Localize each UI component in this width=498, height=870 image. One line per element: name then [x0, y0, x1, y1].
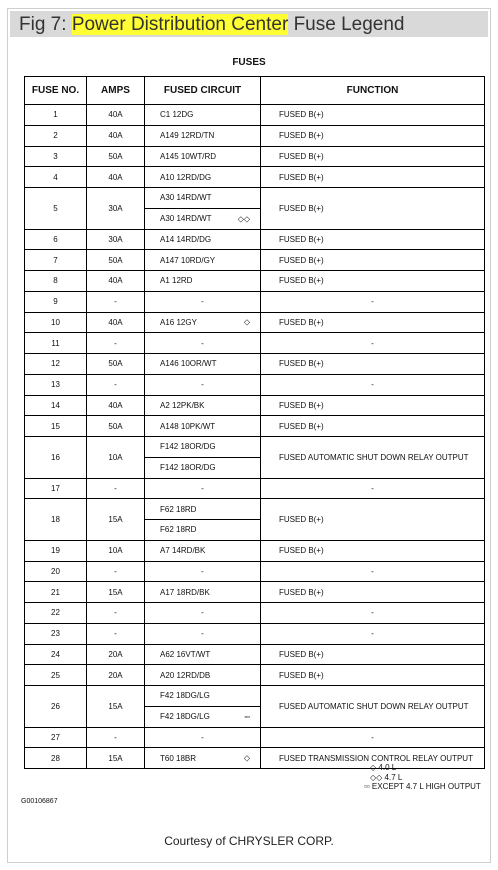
table-row: [25, 582, 485, 603]
fuse-number-cell: 10: [25, 312, 87, 333]
table-row: [25, 499, 485, 520]
fuse-number-cell: 2: [25, 125, 87, 146]
double-diamond-icon: ◇◇: [237, 214, 250, 224]
fused-circuit-cell: [145, 188, 261, 209]
table-row: [25, 540, 485, 561]
fused-circuit-cell: [145, 291, 261, 312]
fuse-number-cell: 4: [25, 167, 87, 188]
fuse-number-cell: 13: [25, 374, 87, 395]
function-cell: FUSED B(+): [261, 416, 485, 437]
function-cell: FUSED B(+): [261, 105, 485, 126]
function-cell: -: [261, 561, 485, 582]
table-row: [25, 561, 485, 582]
table-row: [25, 623, 485, 644]
circuit-text: C1 12DG: [160, 110, 194, 120]
circuit-text: -: [201, 608, 204, 618]
fuse-rows: [25, 105, 485, 769]
fuse-number-cell: 20: [25, 561, 87, 582]
amps-cell: 30A: [87, 188, 145, 230]
function-cell: -: [261, 478, 485, 499]
circuit-text: -: [201, 566, 204, 576]
fuse-number-cell: 11: [25, 333, 87, 354]
circuit-text: -: [201, 338, 204, 348]
amps-cell: 15A: [87, 748, 145, 769]
fused-circuit-cell: [145, 665, 261, 686]
fuses-heading: FUSES: [232, 57, 266, 68]
amps-cell: -: [87, 291, 145, 312]
fused-circuit-cell: [145, 603, 261, 624]
circuit-text: -: [201, 380, 204, 390]
fused-circuit-cell: [145, 540, 261, 561]
header-row: [25, 77, 485, 105]
table-row: [25, 665, 485, 686]
circuit-text: A20 12RD/DB: [160, 670, 211, 680]
circuit-text: A148 10PK/WT: [160, 421, 216, 431]
table-row: [25, 105, 485, 126]
fused-circuit-cell: [145, 457, 261, 478]
fused-circuit-cell: [145, 686, 261, 707]
table-row: [25, 354, 485, 375]
fuse-number-cell: 25: [25, 665, 87, 686]
fused-circuit-cell: [145, 706, 261, 727]
amps-cell: 40A: [87, 312, 145, 333]
circuit-text: F142 18OR/DG: [160, 442, 216, 452]
fused-circuit-cell: [145, 374, 261, 395]
amps-cell: -: [87, 727, 145, 748]
fuse-number-cell: 3: [25, 146, 87, 167]
fuse-number-cell: 18: [25, 499, 87, 541]
function-cell: FUSED B(+): [261, 271, 485, 292]
table-row: [25, 271, 485, 292]
fused-circuit-cell: [145, 437, 261, 458]
fused-circuit-cell: [145, 478, 261, 499]
fused-circuit-cell: [145, 229, 261, 250]
amps-cell: 50A: [87, 250, 145, 271]
amps-cell: 30A: [87, 229, 145, 250]
fuse-number-cell: 27: [25, 727, 87, 748]
fuse-number-cell: 15: [25, 416, 87, 437]
fuse-table: [24, 76, 485, 769]
table-row: [25, 727, 485, 748]
function-cell: -: [261, 291, 485, 312]
function-cell: FUSED B(+): [261, 188, 485, 230]
circuit-text: A14 14RD/DG: [160, 234, 212, 244]
fused-circuit-cell: [145, 208, 261, 229]
circuit-text: A30 14RD/WT: [160, 214, 212, 224]
amps-cell: 50A: [87, 146, 145, 167]
function-cell: FUSED B(+): [261, 250, 485, 271]
amps-cell: 50A: [87, 354, 145, 375]
diamond-icon: ◇: [243, 753, 250, 763]
function-cell: FUSED AUTOMATIC SHUT DOWN RELAY OUTPUT: [261, 686, 485, 728]
table-row: [25, 291, 485, 312]
header-fuse-no: FUSE NO.: [25, 77, 87, 105]
amps-cell: 10A: [87, 437, 145, 479]
table-row: [25, 395, 485, 416]
key-entry: [364, 763, 481, 773]
amps-cell: 20A: [87, 665, 145, 686]
function-cell: FUSED B(+): [261, 582, 485, 603]
amps-cell: -: [87, 561, 145, 582]
fused-circuit-cell: [145, 250, 261, 271]
circuit-text: F62 18RD: [160, 525, 197, 535]
function-cell: FUSED B(+): [261, 146, 485, 167]
function-cell: FUSED B(+): [261, 644, 485, 665]
table-row: [25, 125, 485, 146]
fuse-number-cell: 24: [25, 644, 87, 665]
fuse-number-cell: 22: [25, 603, 87, 624]
fused-circuit-cell: [145, 644, 261, 665]
fused-circuit-cell: [145, 416, 261, 437]
double-square-icon: ▫▫: [244, 712, 250, 722]
fuse-legend: [24, 76, 484, 769]
function-cell: FUSED B(+): [261, 125, 485, 146]
title-suffix: Fuse Legend: [288, 14, 405, 35]
table-row: [25, 312, 485, 333]
figure-code: G00106867: [21, 798, 58, 805]
title-highlight: Power Distribution Center: [71, 14, 289, 35]
function-cell: -: [261, 603, 485, 624]
circuit-text: -: [201, 732, 204, 742]
circuit-text: -: [201, 297, 204, 307]
fused-circuit-cell: [145, 105, 261, 126]
fused-circuit-cell: [145, 354, 261, 375]
fuse-number-cell: 12: [25, 354, 87, 375]
amps-cell: 40A: [87, 271, 145, 292]
circuit-text: A30 14RD/WT: [160, 193, 212, 203]
table-row: [25, 644, 485, 665]
circuit-text: F62 18RD: [160, 504, 197, 514]
function-cell: -: [261, 623, 485, 644]
header-amps: AMPS: [87, 77, 145, 105]
table-row: [25, 188, 485, 209]
amps-cell: -: [87, 478, 145, 499]
key-text: 4.7 L: [384, 772, 403, 782]
amps-cell: -: [87, 333, 145, 354]
table-row: [25, 478, 485, 499]
fused-circuit-cell: [145, 125, 261, 146]
figure-title: [19, 14, 405, 36]
function-cell: FUSED B(+): [261, 499, 485, 541]
circuit-text: A2 12PK/BK: [160, 400, 205, 410]
fuse-number-cell: 14: [25, 395, 87, 416]
table-row: [25, 374, 485, 395]
double-diamond-icon: ◇◇: [370, 772, 383, 782]
fuse-number-cell: 6: [25, 229, 87, 250]
fuse-number-cell: 7: [25, 250, 87, 271]
amps-cell: 20A: [87, 644, 145, 665]
amps-cell: 15A: [87, 499, 145, 541]
table-row: [25, 250, 485, 271]
table-row: [25, 167, 485, 188]
fuse-number-cell: 19: [25, 540, 87, 561]
table-row: [25, 603, 485, 624]
key-entry: [364, 782, 481, 792]
amps-cell: -: [87, 374, 145, 395]
function-cell: FUSED B(+): [261, 665, 485, 686]
title-prefix: Fig 7:: [19, 14, 72, 35]
amps-cell: 40A: [87, 395, 145, 416]
diamond-icon: ◇: [370, 763, 377, 772]
courtesy-caption: Courtesy of CHRYSLER CORP.: [164, 834, 334, 848]
fused-circuit-cell: [145, 146, 261, 167]
fuse-number-cell: 28: [25, 748, 87, 769]
fuse-number-cell: 16: [25, 437, 87, 479]
fused-circuit-cell: [145, 167, 261, 188]
fuse-number-cell: 8: [25, 271, 87, 292]
amps-cell: 40A: [87, 125, 145, 146]
fused-circuit-cell: [145, 395, 261, 416]
function-cell: FUSED B(+): [261, 312, 485, 333]
function-cell: FUSED AUTOMATIC SHUT DOWN RELAY OUTPUT: [261, 437, 485, 479]
header-fused-circuit: FUSED CIRCUIT: [145, 77, 261, 105]
circuit-text: -: [201, 629, 204, 639]
circuit-text: A147 10RD/GY: [160, 255, 216, 265]
fuse-number-cell: 21: [25, 582, 87, 603]
fused-circuit-cell: [145, 582, 261, 603]
function-cell: FUSED B(+): [261, 354, 485, 375]
fuse-number-cell: 23: [25, 623, 87, 644]
function-cell: FUSED TRANSMISSION CONTROL RELAY OUTPUT: [261, 748, 485, 769]
circuit-text: A145 10WT/RD: [160, 151, 217, 161]
fuse-number-cell: 26: [25, 686, 87, 728]
circuit-text: A1 12RD: [160, 276, 193, 286]
function-cell: -: [261, 727, 485, 748]
circuit-text: T60 18BR: [160, 753, 197, 763]
fuse-number-cell: 17: [25, 478, 87, 499]
table-row: [25, 146, 485, 167]
fused-circuit-cell: [145, 312, 261, 333]
diamond-icon: ◇: [243, 317, 250, 327]
fused-circuit-cell: [145, 333, 261, 354]
function-cell: FUSED B(+): [261, 540, 485, 561]
key-text: 4.0 L: [378, 763, 397, 772]
function-cell: FUSED B(+): [261, 167, 485, 188]
symbol-key: [364, 763, 481, 792]
circuit-text: F42 18DG/LG: [160, 691, 210, 701]
table-row: [25, 333, 485, 354]
fuse-number-cell: 5: [25, 188, 87, 230]
fused-circuit-cell: [145, 727, 261, 748]
amps-cell: 15A: [87, 582, 145, 603]
circuit-text: A17 18RD/BK: [160, 587, 210, 597]
amps-cell: 40A: [87, 105, 145, 126]
amps-cell: 15A: [87, 686, 145, 728]
circuit-text: A149 12RD/TN: [160, 131, 215, 141]
circuit-text: A146 10OR/WT: [160, 359, 217, 369]
circuit-text: A62 16VT/WT: [160, 649, 211, 659]
amps-cell: 50A: [87, 416, 145, 437]
circuit-text: F42 18DG/LG: [160, 712, 210, 722]
header-function: FUNCTION: [261, 77, 485, 105]
function-cell: -: [261, 333, 485, 354]
circuit-text: A10 12RD/DG: [160, 172, 212, 182]
amps-cell: -: [87, 623, 145, 644]
fused-circuit-cell: [145, 499, 261, 520]
table-row: [25, 416, 485, 437]
fused-circuit-cell: [145, 561, 261, 582]
fuse-number-cell: 1: [25, 105, 87, 126]
key-entry: [364, 773, 481, 783]
circuit-text: A16 12GY: [160, 317, 197, 327]
amps-cell: 40A: [87, 167, 145, 188]
table-row: [25, 229, 485, 250]
function-cell: -: [261, 374, 485, 395]
function-cell: FUSED B(+): [261, 395, 485, 416]
key-text: EXCEPT 4.7 L HIGH OUTPUT: [371, 782, 481, 791]
fused-circuit-cell: [145, 623, 261, 644]
double-square-icon: ▫▫: [364, 782, 370, 791]
table-row: [25, 437, 485, 458]
fused-circuit-cell: [145, 520, 261, 541]
fused-circuit-cell: [145, 271, 261, 292]
circuit-text: F142 18OR/DG: [160, 463, 216, 473]
function-cell: FUSED B(+): [261, 229, 485, 250]
amps-cell: 10A: [87, 540, 145, 561]
circuit-text: -: [201, 483, 204, 493]
fuse-number-cell: 9: [25, 291, 87, 312]
circuit-text: A7 14RD/BK: [160, 546, 206, 556]
amps-cell: -: [87, 603, 145, 624]
table-row: [25, 686, 485, 707]
fused-circuit-cell: [145, 748, 261, 769]
